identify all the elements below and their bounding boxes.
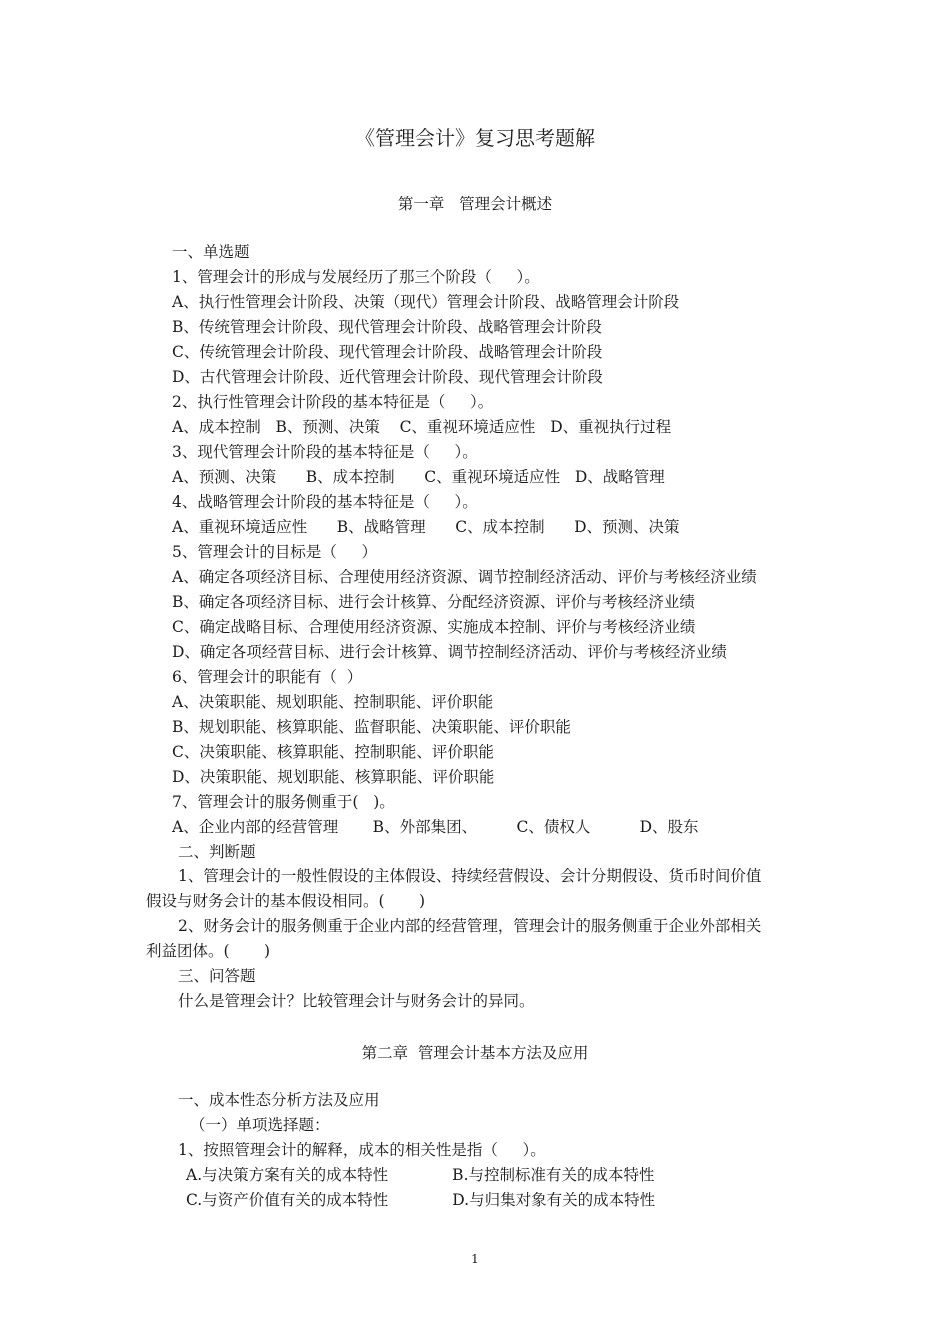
question-5-option-a: A、确定各项经济目标、合理使用经济资源、调节控制经济活动、评价与考核经济业绩: [172, 568, 757, 586]
question-1-option-b: B、传统管理会计阶段、现代管理会计阶段、战略管理会计阶段: [172, 318, 602, 336]
ch2-question-1: 1、按照管理会计的解释，成本的相关性是指（ ）。: [178, 1141, 546, 1159]
section-true-false: 二、判断题: [178, 843, 256, 861]
question-2-options: A、成本控制 B、预测、决策 C、重视环境适应性 D、重视执行过程: [172, 418, 672, 436]
section-single-choice: 一、单选题: [172, 243, 250, 261]
question-1-option-c: C、传统管理会计阶段、现代管理会计阶段、战略管理会计阶段: [172, 343, 603, 361]
section-cost-behavior: 一、成本性态分析方法及应用: [178, 1091, 380, 1109]
ch2-question-1-options-ab: A.与决策方案有关的成本特性 B.与控制标准有关的成本特性: [186, 1166, 655, 1184]
question-6: 6、管理会计的职能有（ ）: [172, 668, 363, 686]
question-1-option-d: D、古代管理会计阶段、近代管理会计阶段、现代管理会计阶段: [172, 368, 603, 386]
subsection-single-choice: （一）单项选择题：: [190, 1116, 330, 1134]
question-1: 1、管理会计的形成与发展经历了那三个阶段（ ）。: [172, 268, 540, 286]
judge-1-line-2: 假设与财务会计的基本假设相同。( ): [146, 892, 426, 910]
question-6-option-b: B、规划职能、核算职能、监督职能、决策职能、评价职能: [172, 718, 571, 736]
question-5-option-b: B、确定各项经济目标、进行会计核算、分配经济资源、评价与考核经济业绩: [172, 593, 695, 611]
document-title: 《管理会计》复习思考题解: [355, 126, 595, 150]
question-6-option-c: C、决策职能、核算职能、控制职能、评价职能: [172, 743, 494, 761]
question-4: 4、战略管理会计阶段的基本特征是（ ）。: [172, 493, 478, 511]
section-qa: 三、问答题: [178, 967, 256, 985]
question-5: 5、管理会计的目标是（ ）: [172, 543, 377, 561]
qa-question: 什么是管理会计？比较管理会计与财务会计的异同。: [178, 992, 535, 1010]
question-5-option-c: C、确定战略目标、合理使用经济资源、实施成本控制、评价与考核经济业绩: [172, 618, 696, 636]
judge-2-line-1: 2、财务会计的服务侧重于企业内部的经营管理，管理会计的服务侧重于企业外部相关: [178, 917, 762, 935]
ch2-question-1-options-cd: C.与资产价值有关的成本特性 D.与归集对象有关的成本特性: [186, 1191, 656, 1209]
page-number: 1: [471, 1252, 479, 1266]
question-7-options: A、企业内部的经营管理 B、外部集团、 C、债权人 D、股东: [172, 818, 699, 836]
question-3-options: A、预测、决策 B、成本控制 C、重视环境适应性 D、战略管理: [172, 468, 665, 486]
chapter2-heading: 第二章 管理会计基本方法及应用: [361, 1044, 589, 1062]
question-2: 2、执行性管理会计阶段的基本特征是（ ）。: [172, 393, 494, 411]
question-4-options: A、重视环境适应性 B、战略管理 C、成本控制 D、预测、决策: [172, 518, 680, 536]
question-1-option-a: A、执行性管理会计阶段、决策（现代）管理会计阶段、战略管理会计阶段: [172, 293, 680, 311]
question-5-option-d: D、确定各项经营目标、进行会计核算、调节控制经济活动、评价与考核经济业绩: [172, 643, 727, 661]
question-7: 7、管理会计的服务侧重于( )。: [172, 793, 395, 811]
question-6-option-a: A、决策职能、规划职能、控制职能、评价职能: [172, 693, 494, 711]
judge-1-line-1: 1、管理会计的一般性假设的主体假设、持续经营假设、会计分期假设、货币时间价值: [178, 867, 762, 885]
chapter1-heading: 第一章 管理会计概述: [397, 195, 553, 213]
question-3: 3、现代管理会计阶段的基本特征是（ ）。: [172, 443, 478, 461]
question-6-option-d: D、决策职能、规划职能、核算职能、评价职能: [172, 768, 495, 786]
judge-2-line-2: 利益团体。( ): [146, 942, 271, 960]
